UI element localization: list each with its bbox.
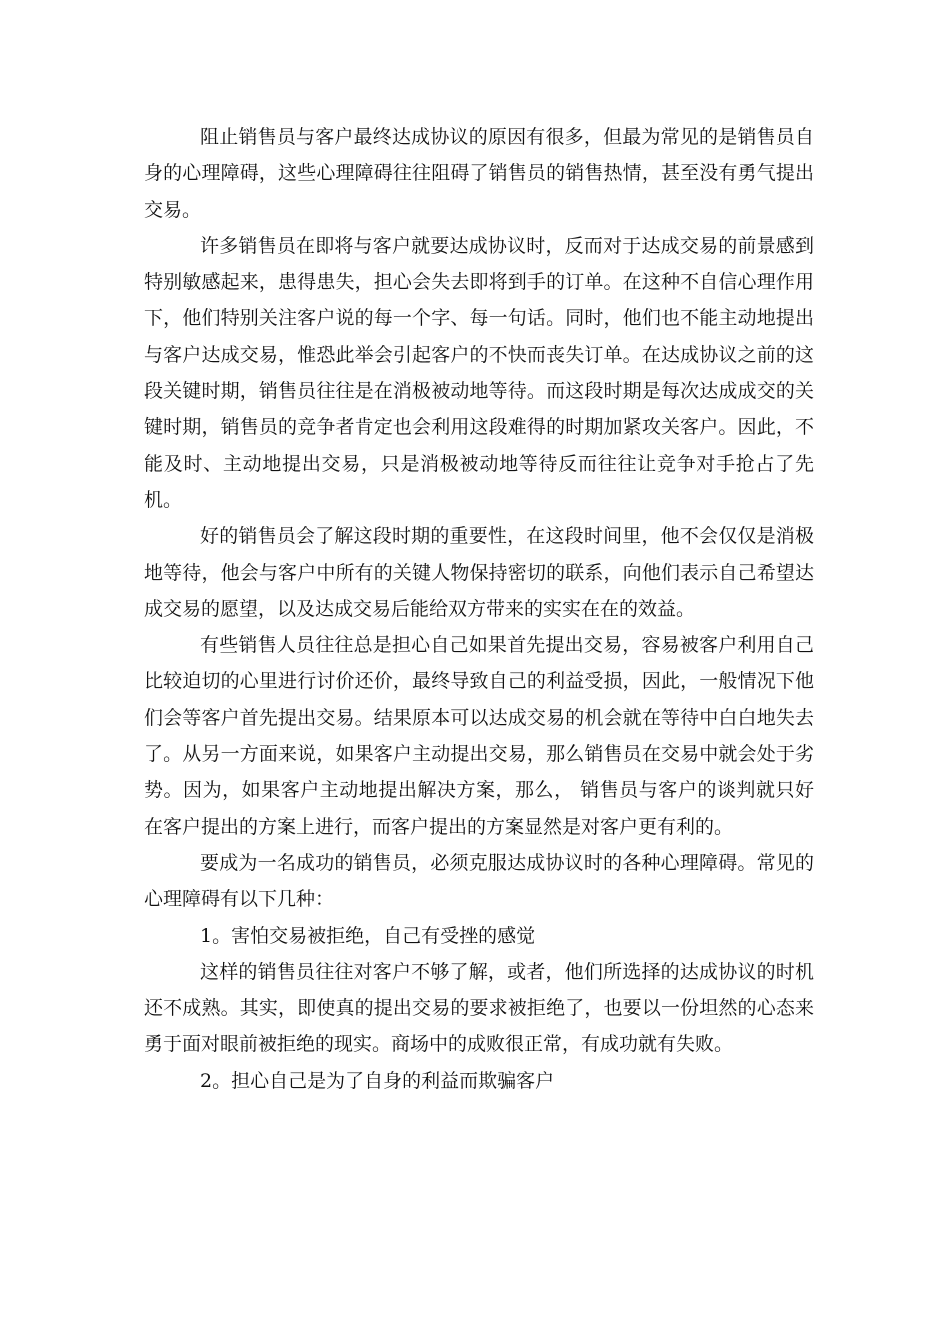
paragraph-good-salesperson: 好的销售员会了解这段时期的重要性，在这段时间里，他不会仅仅是消极地等待，他会与客户中所有的关键人物保持密切的联系，向他们表示自己希望达成交易的愿望，以及达成交易后能给双方带来的实实在在的效益。: [144, 525, 814, 620]
list-item-heading-2: 2。担心自己是为了自身的利益而欺骗客户: [200, 1069, 555, 1092]
paragraph-overcome-obstacles: 要成为一名成功的销售员，必须克服达成协议时的各种心理障碍。常见的心理障碍有以下几种：: [144, 851, 814, 911]
paragraph-rejection-explanation: 这样的销售员往往对客户不够了解，或者，他们所选择的达成协议的时机还不成熟。其实，即使真的提出交易的要求被拒绝了，也要以一份坦然的心态来勇于面对眼前被拒绝的现实。商场中的成败很正常，有成功就有失败。: [144, 960, 814, 1056]
document-body: [144, 119, 814, 1099]
paragraph-fear-of-proposing: 有些销售人员往往总是担心自己如果首先提出交易，容易被客户利用自己比较迫切的心里进行讨价还价，最终导致自己的利益受损，因此，一般情况下他们会等客户首先提出交易。结果原本可以达成交易的机会就在等待中白白地失去了。从另一方面来说，如果客户主动提出交易，那么销售员在交易中就会处于劣势。因为，如果客户主动地提出解决方案，那么， 销售员与客户的谈判就只好在客户提出的方案上进行，而客户提出的方案显然是对客户更有利的。: [144, 634, 814, 838]
paragraph-obstacles-intro: 阻止销售员与客户最终达成协议的原因有很多，但最为常见的是销售员自身的心理障碍，这些心理障碍往往阻碍了销售员的销售热情，甚至没有勇气提出交易。: [144, 126, 814, 221]
list-item-heading-1: 1。害怕交易被拒绝，自己有受挫的感觉: [200, 924, 536, 947]
paragraph-passive-waiting: 许多销售员在即将与客户就要达成协议时，反而对于达成交易的前景感到特别敏感起来，患得患失，担心会失去即将到手的订单。在这种不自信心理作用下，他们特别关注客户说的每一个字、每一句话。同时，他们也不能主动地提出与客户达成交易，惟恐此举会引起客户的不快而丧失订单。在达成协议之前的这段关键时期，销售员往往是在消极被动地等待。而这段时期是每次达成成交的关键时期，销售员的竞争者肯定也会利用这段难得的时期加紧攻关客户。因此，不能及时、主动地提出交易，只是消极被动地等待反而往往让竞争对手抢占了先机。: [144, 234, 814, 511]
